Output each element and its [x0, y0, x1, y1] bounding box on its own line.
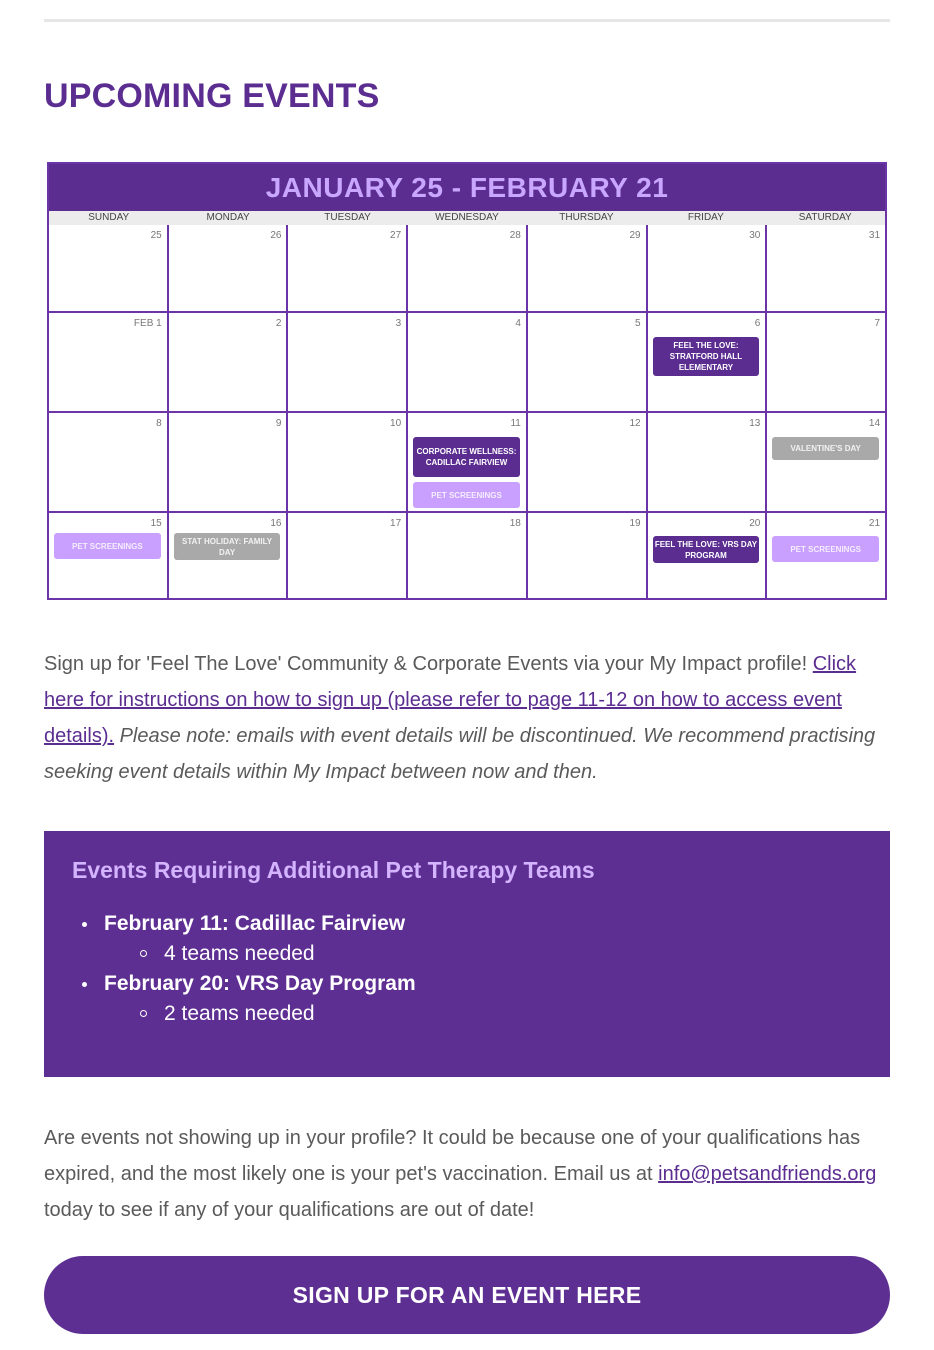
- calendar-day-cell: [408, 413, 528, 513]
- calendar-day-cell: [169, 225, 289, 313]
- date-number: 14: [868, 418, 881, 429]
- date-number: 25: [150, 230, 162, 241]
- calendar-day-cell: [767, 225, 885, 313]
- date-number: 2: [275, 318, 282, 329]
- calendar-day-cell: [49, 225, 169, 313]
- date-number: 3: [395, 318, 402, 329]
- calendar-header: JANUARY 25 - FEBRUARY 21: [49, 164, 885, 211]
- calendar-grid: [49, 225, 885, 599]
- date-number: 18: [509, 518, 521, 529]
- calendar-day-cell: [408, 313, 528, 413]
- signup-text: Sign up for 'Feel The Love' Community & Corporate Events via your My Impact profile!: [44, 653, 813, 675]
- event-feel-the-love-vrs[interactable]: FEEL THE LOVE: VRS DAY PROGRAM: [653, 536, 760, 563]
- date-number: 7: [874, 318, 881, 329]
- event-name: February 20: VRS Day Program: [104, 972, 416, 995]
- calendar-week: [49, 513, 885, 599]
- teams-needed: 2 teams needed: [164, 999, 416, 1029]
- list-item: [104, 969, 416, 1029]
- calendar-day-cell: [528, 225, 648, 313]
- qualifications-text: Are events not showing up in your profile? It could be because one of your qualifications has expired, and the most likely one is your pet's vaccination. Email us at: [44, 1127, 861, 1185]
- date-number: 6: [754, 318, 761, 329]
- email-link[interactable]: info@petsandfriends.org: [658, 1163, 877, 1185]
- weekday-sunday: SUNDAY: [88, 212, 130, 223]
- calendar-day-cell: [648, 313, 768, 413]
- sub-list: [104, 999, 416, 1029]
- calendar-week: [49, 413, 885, 513]
- event-pet-screenings[interactable]: PET SCREENINGS: [54, 533, 161, 559]
- signup-instructions-link[interactable]: Click here for instructions on how to sign up (please refer to page 11-12 on how to access event details).: [44, 653, 857, 747]
- teams-needed: 4 teams needed: [164, 939, 416, 969]
- weekday-friday: FRIDAY: [687, 212, 724, 223]
- qualifications-paragraph: [44, 1120, 890, 1228]
- calendar-week: [49, 225, 885, 313]
- additional-teams-title: Events Requiring Additional Pet Therapy Teams: [72, 857, 595, 883]
- signup-event-button[interactable]: SIGN UP FOR AN EVENT HERE: [44, 1256, 890, 1334]
- list-item: [104, 909, 416, 969]
- calendar-day-cell: [408, 225, 528, 313]
- date-number: 26: [270, 230, 282, 241]
- date-number: 17: [390, 518, 402, 529]
- additional-teams-panel: [44, 831, 890, 1077]
- date-number: 4: [515, 318, 521, 329]
- event-valentines-day[interactable]: VALENTINE'S DAY: [772, 437, 879, 460]
- calendar-day-cell: [767, 513, 885, 599]
- date-number: 10: [390, 418, 402, 429]
- calendar-day-cell: [288, 313, 408, 413]
- date-number: 20: [749, 518, 761, 529]
- calendar-day-cell: [408, 513, 528, 599]
- calendar-day-cell: [767, 313, 885, 413]
- calendar-day-cell: [49, 313, 169, 413]
- signup-note: Please note: emails with event details will be discontinued. We recommend practising seeking event details within My Impact between now and then.: [44, 725, 876, 783]
- date-number: 16: [270, 518, 282, 529]
- calendar-day-cell: [767, 413, 885, 513]
- calendar-day-cell: [169, 513, 289, 599]
- signup-paragraph: [44, 646, 890, 790]
- weekday-thursday: THURSDAY: [559, 212, 614, 223]
- calendar-day-cell: [288, 225, 408, 313]
- date-number: 12: [629, 418, 641, 429]
- calendar-day-cell: [49, 413, 169, 513]
- calendar-week: [49, 313, 885, 413]
- sub-list: [104, 939, 416, 969]
- calendar-day-cell: [648, 513, 768, 599]
- weekday-wednesday: WEDNESDAY: [435, 212, 499, 223]
- date-number: 8: [156, 418, 162, 429]
- section-title: UPCOMING EVENTS: [44, 77, 380, 115]
- date-number: 30: [749, 230, 761, 241]
- date-number: 19: [629, 518, 641, 529]
- event-pet-screenings[interactable]: PET SCREENINGS: [772, 536, 879, 562]
- calendar-day-cell: [648, 413, 768, 513]
- date-number: 29: [629, 230, 641, 241]
- date-number: 21: [868, 518, 881, 529]
- additional-teams-list: [104, 909, 416, 1029]
- weekday-tuesday: TUESDAY: [324, 212, 371, 223]
- date-number: 13: [749, 418, 761, 429]
- event-name: February 11: Cadillac Fairview: [104, 912, 406, 935]
- date-number: 9: [275, 418, 282, 429]
- date-number: 28: [509, 230, 521, 241]
- calendar-day-cell: [648, 225, 768, 313]
- event-pet-screenings[interactable]: PET SCREENINGS: [413, 482, 520, 508]
- event-feel-the-love-stratford[interactable]: FEEL THE LOVE: STRATFORD HALL ELEMENTARY: [653, 337, 760, 376]
- weekday-header-row: [49, 211, 885, 225]
- calendar-day-cell: [528, 513, 648, 599]
- date-number: 27: [390, 230, 402, 241]
- date-number: 11: [510, 418, 521, 429]
- top-divider: [44, 19, 890, 22]
- calendar-day-cell: [528, 313, 648, 413]
- calendar-day-cell: [169, 413, 289, 513]
- calendar-day-cell: [288, 413, 408, 513]
- event-stat-holiday-family-day[interactable]: STAT HOLIDAY: FAMILY DAY: [174, 533, 281, 560]
- calendar-day-cell: [49, 513, 169, 599]
- calendar-day-cell: [169, 313, 289, 413]
- weekday-saturday: SATURDAY: [798, 212, 852, 223]
- calendar-day-cell: [288, 513, 408, 599]
- event-corporate-wellness-cadillac[interactable]: CORPORATE WELLNESS: CADILLAC FAIRVIEW: [413, 437, 520, 477]
- calendar-day-cell: [528, 413, 648, 513]
- date-number: 5: [635, 318, 641, 329]
- weekday-monday: MONDAY: [206, 212, 250, 223]
- events-calendar: [47, 162, 887, 600]
- qualifications-text-end: today to see if any of your qualifications are out of date!: [44, 1199, 535, 1221]
- date-number: 15: [150, 518, 162, 529]
- date-number: 31: [868, 230, 881, 241]
- date-number: FEB 1: [133, 318, 162, 329]
